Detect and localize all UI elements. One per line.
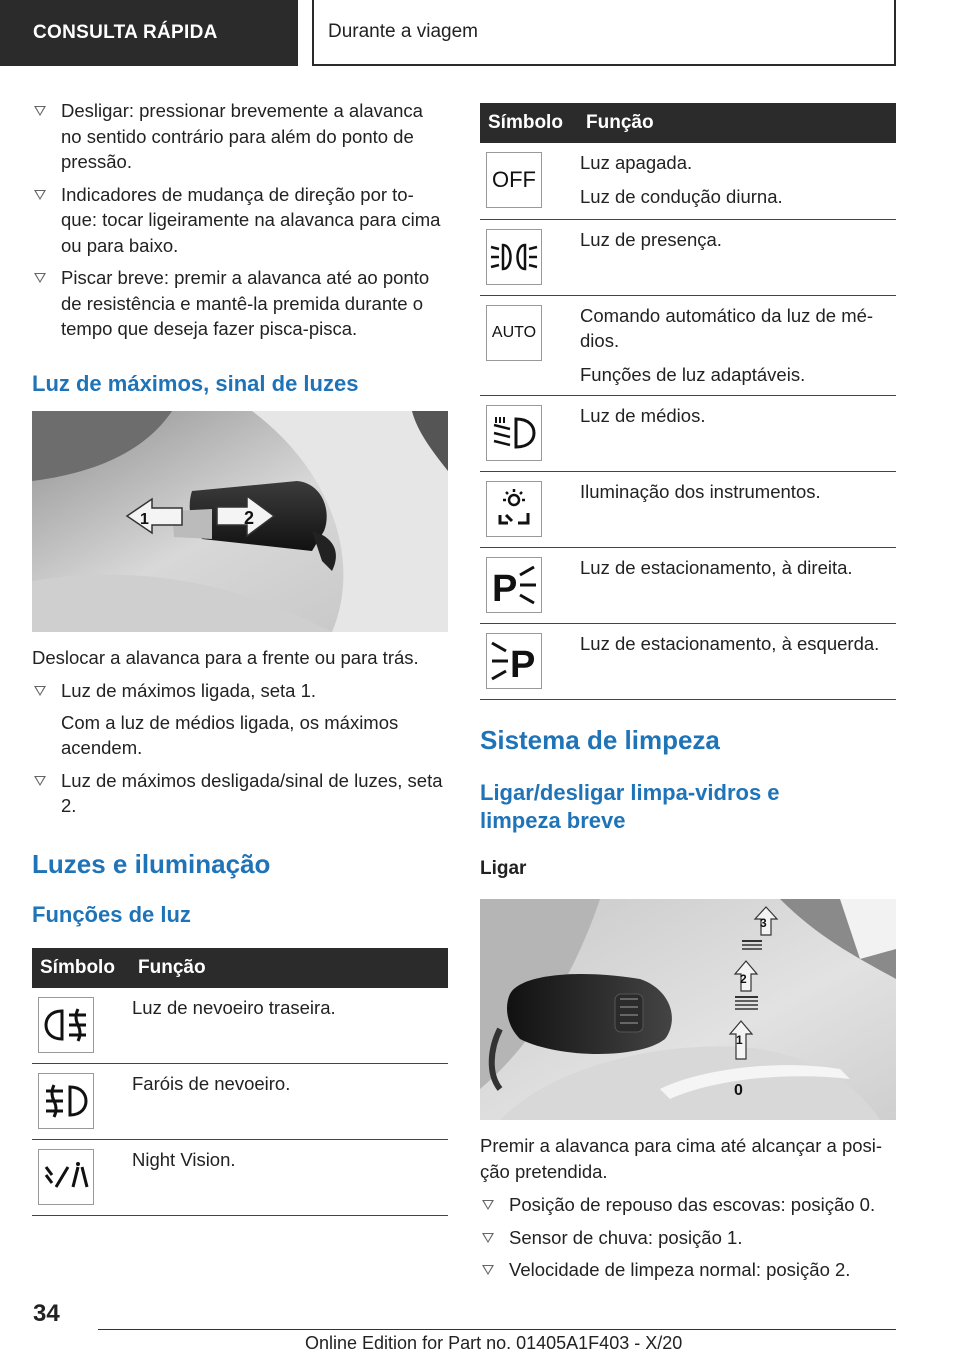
function-text: Luz de estacionamento, à esquerda.: [580, 633, 880, 654]
position-3-label: 3: [760, 916, 767, 930]
night-vision-icon: [38, 1149, 94, 1205]
bullet-triangle-icon: [34, 106, 46, 116]
function-text: Iluminação dos instrumentos.: [580, 481, 821, 502]
page-header: [0, 0, 960, 66]
function-text: Luz apagada.: [580, 152, 693, 173]
table-row: [480, 548, 896, 624]
light-symbols-table: [480, 103, 896, 700]
table-row: [480, 624, 896, 700]
arrow2-label: 2: [244, 507, 255, 528]
list-item: Luz de máximos ligada, seta 1.: [32, 678, 448, 704]
left-column: [32, 98, 448, 1216]
high-beam-text: Deslocar a alavanca para a frente ou para trás.: [32, 646, 419, 668]
right-column: [480, 103, 896, 1290]
heading-on: Ligar: [480, 858, 527, 879]
page-number: 34: [33, 1300, 60, 1327]
wiper-lever-figure: [480, 899, 896, 1120]
bullet-triangle-icon: [482, 1233, 494, 1243]
list-item: Indicadores de mudança de direção por to-que: tocar ligeiramente na alavanca para cima ou para baixo.: [32, 182, 448, 259]
table-row: [32, 988, 448, 1064]
heading-light-functions: Funções de luz: [32, 901, 191, 927]
function-text: Faróis de nevoeiro.: [132, 1064, 448, 1140]
wiper-bullets: [480, 1192, 896, 1283]
svg-text:P: P: [492, 568, 518, 607]
table-row: [480, 472, 896, 548]
bullet-triangle-icon: [482, 1200, 494, 1210]
col-header-symbol: Símbolo: [480, 103, 580, 143]
list-item: Velocidade de limpeza normal: posição 2.: [480, 1257, 896, 1283]
svg-text:P: P: [510, 644, 536, 683]
wiper-text: Premir a alavanca para cima até alcançar a posi-ção pretendida.: [480, 1135, 883, 1182]
intro-bullet-list: [32, 98, 448, 342]
function-text: Funções de luz adaptáveis.: [580, 363, 806, 385]
light-functions-table: [32, 948, 448, 1217]
list-item: Desligar: pressionar brevemente a alavanca no sentido contrário para além do ponto de pressão.: [32, 98, 448, 175]
bullet-triangle-icon: [34, 273, 46, 283]
low-beam-icon: [486, 405, 542, 461]
high-beam-subtext: Com a luz de médios ligada, os máximos acendem.: [61, 711, 399, 758]
col-header-symbol: Símbolo: [32, 948, 132, 988]
rear-fog-light-icon: [38, 997, 94, 1053]
chapter-title: Durante a viagem: [312, 0, 896, 66]
instrument-lighting-icon: [486, 481, 542, 537]
parking-light-right-icon: [486, 557, 542, 613]
table-row: [480, 295, 896, 396]
high-beam-bullets-2: [32, 768, 448, 819]
high-beam-lever-figure: [32, 411, 448, 632]
table-row: [480, 219, 896, 295]
table-row: [480, 143, 896, 219]
list-item: Piscar breve: premir a alavanca até ao ponto de resistência e mantê-la premida durante o tempo que deseja fazer pisca-pisca.: [32, 265, 448, 342]
list-item: Posição de repouso das escovas: posição 0.: [480, 1192, 896, 1218]
function-text: Luz de condução diurna.: [580, 185, 783, 207]
parking-lights-icon: [486, 229, 542, 285]
list-item: Sensor de chuva: posição 1.: [480, 1225, 896, 1251]
bullet-triangle-icon: [34, 686, 46, 696]
auto-icon: AUTO: [486, 305, 542, 361]
parking-light-left-icon: [486, 633, 542, 689]
function-text: Luz de médios.: [580, 405, 706, 426]
function-text: Luz de nevoeiro traseira.: [132, 988, 448, 1064]
table-row: [32, 1140, 448, 1216]
function-text: Comando automático da luz de mé-dios.: [580, 304, 874, 351]
off-icon: OFF: [486, 152, 542, 208]
section-tab: CONSULTA RÁPIDA: [0, 0, 298, 66]
footer-edition: Online Edition for Part no. 01405A1F403 - X/20: [305, 1333, 683, 1353]
table-row: [32, 1064, 448, 1140]
col-header-function: Função: [580, 103, 896, 143]
heading-wiper-toggle: Ligar/desligar limpa-vidros e limpeza breve: [480, 780, 780, 833]
bullet-triangle-icon: [482, 1265, 494, 1275]
heading-wipers: Sistema de limpeza: [480, 725, 720, 755]
position-1-label: 1: [736, 1033, 743, 1047]
col-header-function: Função: [132, 948, 448, 988]
bullet-triangle-icon: [34, 776, 46, 786]
front-fog-lights-icon: [38, 1073, 94, 1129]
function-text: Luz de presença.: [580, 228, 722, 250]
position-0-label: 0: [734, 1082, 743, 1099]
table-row: [480, 396, 896, 472]
arrow1-label: 1: [140, 510, 149, 528]
function-text: Luz de estacionamento, à direita.: [580, 557, 853, 578]
function-text: Night Vision.: [132, 1140, 448, 1216]
position-2-label: 2: [740, 972, 747, 986]
heading-lights: Luzes e iluminação: [32, 848, 271, 879]
list-item: Luz de máximos desligada/sinal de luzes, seta 2.: [32, 768, 448, 819]
heading-high-beam: Luz de máximos, sinal de luzes: [32, 370, 359, 396]
high-beam-bullets: [32, 678, 448, 704]
bullet-triangle-icon: [34, 190, 46, 200]
footer-divider: [98, 1329, 896, 1330]
